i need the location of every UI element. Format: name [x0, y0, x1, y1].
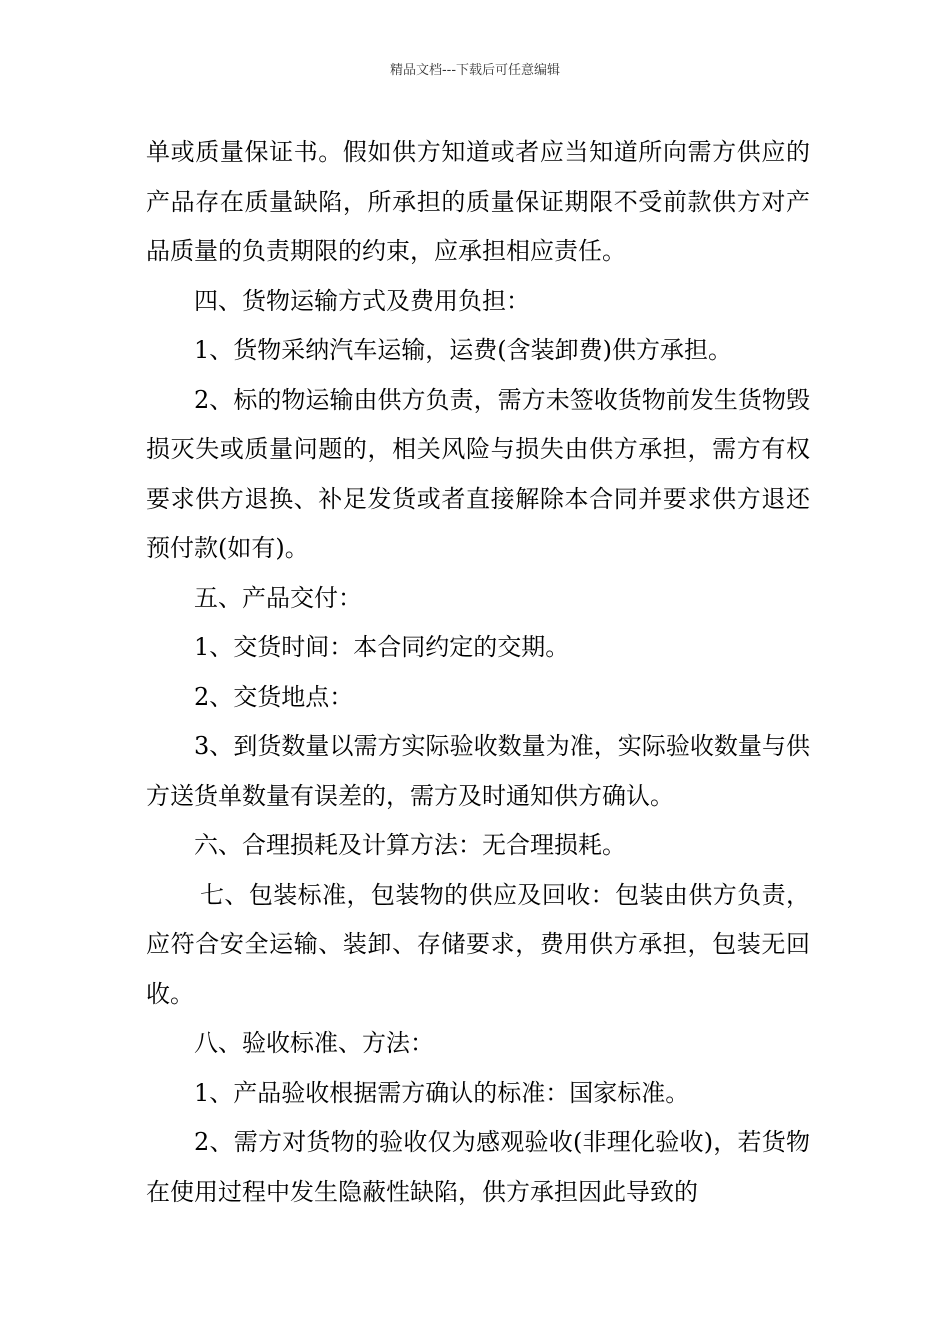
paragraph-acceptance-2: 2、需方对货物的验收仅为感观验收(非理化验收)，若货物在使用过程中发生隐蔽性缺陷，供方承担因此导致的: [146, 1128, 810, 1206]
document-body: [146, 128, 810, 1217]
section-heading-acceptance: 八、验收标准、方法：: [194, 1029, 434, 1057]
paragraph-delivery-quantity: 3、到货数量以需方实际验收数量为准，实际验收数量与供方送货单数量有误差的，需方及时通知供方确认。: [146, 732, 810, 810]
section-heading-delivery: 五、产品交付：: [194, 583, 362, 612]
page-header: 精品文档---下载后可任意编辑: [389, 63, 561, 78]
paragraph-delivery-time: 1、交货时间：本合同约定的交期。: [194, 633, 570, 661]
paragraph-transport-2: 2、标的物运输由供方负责，需方未签收货物前发生货物毁损灭失或质量问题的，相关风险与损失由供方承担，需方有权要求供方退换、补足发货或者直接解除本合同并要求供方退还预付款(如有)。: [146, 385, 810, 562]
section-heading-loss: 六、合理损耗及计算方法：无合理损耗。: [194, 831, 626, 859]
paragraph-transport-1: 1、货物采纳汽车运输，运费(含装卸费)供方承担。: [194, 336, 732, 364]
paragraph-acceptance-1: 1、产品验收根据需方确认的标准：国家标准。: [194, 1078, 690, 1107]
section-heading-transport: 四、货物运输方式及费用负担：: [194, 286, 530, 315]
section-heading-packaging: 七、包装标准，包装物的供应及回收：包装由供方负责，应符合安全运输、装卸、存储要求，费用供方承担，包装无回收。: [146, 880, 810, 1008]
paragraph-delivery-place: 2、交货地点：: [194, 682, 354, 711]
paragraph-quality-guarantee: 单或质量保证书。假如供方知道或者应当知道所向需方供应的产品存在质量缺陷，所承担的质量保证期限不受前款供方对产品质量的负责期限的约束，应承担相应责任。: [146, 138, 810, 265]
